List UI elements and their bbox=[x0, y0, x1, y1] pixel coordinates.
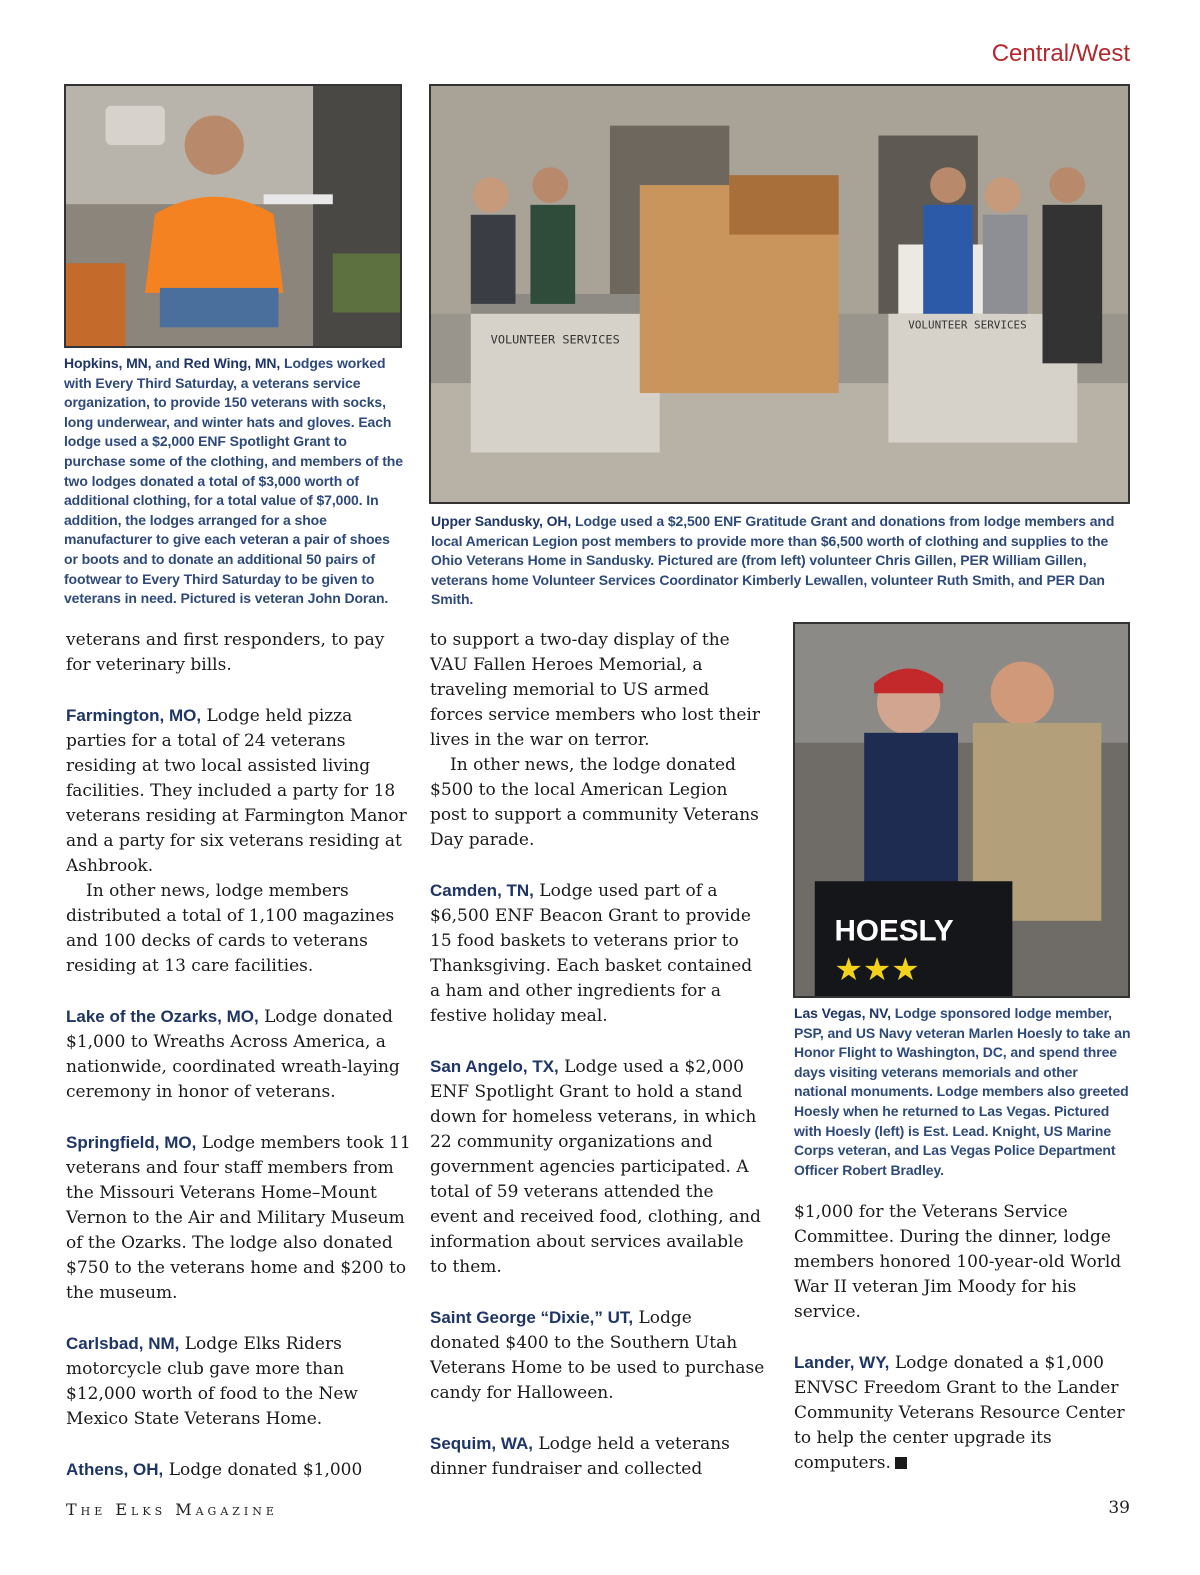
item-sequim bbox=[430, 1431, 765, 1482]
item-san-angelo bbox=[430, 1054, 765, 1280]
item-springfield-text: Lodge members took 11 veterans and four staff members from the Missouri Veterans Home–Mount Vernon to the Air and Military Museum of the Ozarks. The lodge also donated $750 to the veterans home and $200 to the museum. bbox=[66, 1133, 411, 1303]
item-stgeorge-text: Lodge donated $400 to the Southern Utah Veterans Home to be used to purchase candy for Halloween. bbox=[430, 1308, 765, 1403]
item-carlsbad bbox=[66, 1331, 411, 1432]
caption-lasvegas-lead: Las Vegas, NV, bbox=[794, 1005, 891, 1021]
col1-paragraph: veterans and first responders, to pay for veterinary bills. bbox=[66, 630, 385, 675]
column-2 bbox=[430, 628, 765, 1482]
svg-text:★★★: ★★★ bbox=[834, 952, 920, 989]
caption-lasvegas-text: Lodge sponsored lodge member, PSP, and US Navy veteran Marlen Hoesly to take an Honor Flight to Washington, DC, and spend three days visiting veterans memorials and other national monuments. Lodge members also greeted Hoesly when he returned to Las Vegas. Pictured with Hoesly (left) is Est. Lead. Knight, US Marine Corps veteran, and Las Vegas Police Department Officer Robert Bradley. bbox=[794, 1005, 1131, 1178]
column-1 bbox=[66, 628, 411, 1483]
cart-label-right: VOLUNTEER SERVICES bbox=[908, 318, 1027, 332]
col2-paragraph-2: In other news, the lodge donated $500 to the local American Legion post to support a community Veterans Day parade. bbox=[430, 755, 759, 850]
caption-sandusky-text: Lodge used a $2,500 ENF Gratitude Grant and donations from lodge members and local American Legion post members to provide more than $6,500 worth of clothing and supplies to the Ohio Veterans Home in Sandusky. Pictured are (from left) volunteer Chris Gillen, PER William Gillen, veterans home Volunteer Services Coordinator Kimberly Lewallen, volunteer Ruth Smith, and PER Dan Smith. bbox=[431, 513, 1115, 608]
col3-paragraph: $1,000 for the Veterans Service Committee. During the dinner, lodge members honored 100-year-old World War II veteran Jim Moody for his service. bbox=[794, 1202, 1122, 1322]
caption-sandusky-lead: Upper Sandusky, OH, bbox=[431, 513, 572, 529]
item-lander-lead: Lander, WY, bbox=[794, 1353, 890, 1372]
item-stgeorge-lead: Saint George “Dixie,” UT, bbox=[430, 1308, 634, 1327]
item-springfield-lead: Springfield, MO, bbox=[66, 1133, 197, 1152]
cart-label-left: VOLUNTEER SERVICES bbox=[490, 332, 620, 347]
item-sequim-text: Lodge held a veterans dinner fundraiser and collected bbox=[430, 1434, 730, 1479]
item-athens-text: Lodge donated $1,000 bbox=[163, 1460, 363, 1480]
photo-upper-sandusky bbox=[429, 84, 1130, 504]
item-carlsbad-text: Lodge Elks Riders motorcycle club gave more than $12,000 worth of food to the New Mexico State Veterans Home. bbox=[66, 1334, 358, 1429]
column-3 bbox=[794, 1200, 1134, 1476]
bag-name: HOESLY bbox=[834, 914, 954, 948]
caption-las-vegas bbox=[794, 1004, 1131, 1180]
item-ozarks-text: Lodge donated $1,000 to Wreaths Across America, a nationwide, coordinated wreath-laying ceremony in honor of veterans. bbox=[66, 1007, 400, 1102]
item-ozarks bbox=[66, 1004, 411, 1105]
item-ozarks-lead: Lake of the Ozarks, MO, bbox=[66, 1007, 259, 1026]
item-camden bbox=[430, 878, 765, 1029]
end-mark-icon bbox=[895, 1457, 907, 1469]
section-label: Central/West bbox=[991, 40, 1130, 67]
caption-hopkins-text: Lodges worked with Every Third Saturday, a veterans service organization, to provide 150 veterans with socks, long underwear, and winter hats and gloves. Each lodge used a $2,000 ENF Spotlight Grant to purchase some of the clothing, and members of the two lodges donated a total of $3,000 worth of additional clothing, for a total value of $7,000. In addition, the lodges arranged for a shoe manufacturer to give each veteran a pair of shoes or boots and to donate an additional 50 pairs of footwear to Every Third Saturday to be given to veterans in need. Pictured is veteran John Doran. bbox=[64, 355, 403, 607]
col2-paragraph: to support a two-day display of the VAU Fallen Heroes Memorial, a traveling memorial to US armed forces service members who lost their lives in the war on terror. bbox=[430, 630, 760, 750]
item-sequim-lead: Sequim, WA, bbox=[430, 1434, 533, 1453]
item-springfield bbox=[66, 1130, 411, 1306]
caption-hopkins bbox=[64, 354, 404, 609]
caption-hopkins-lead-b: Red Wing, MN, bbox=[183, 355, 281, 371]
item-saint-george bbox=[430, 1305, 765, 1406]
item-sanangelo-text: Lodge used a $2,000 ENF Spotlight Grant to hold a stand down for homeless veterans, in which 22 community organizations and government agencies participated. A total of 59 veterans attended the event and received food, clothing, and information about services available to them. bbox=[430, 1057, 761, 1277]
item-carlsbad-lead: Carlsbad, NM, bbox=[66, 1334, 180, 1353]
item-farmington bbox=[66, 703, 411, 879]
item-camden-lead: Camden, TN, bbox=[430, 881, 534, 900]
photo-las-vegas bbox=[793, 622, 1130, 998]
footer-magazine-name: The Elks Magazine bbox=[66, 1500, 278, 1519]
item-athens bbox=[66, 1457, 411, 1483]
item-farmington-p2: In other news, lodge members distributed a total of 1,100 magazines and 100 decks of cards to veterans residing at 13 care facilities. bbox=[66, 881, 395, 976]
item-camden-text: Lodge used part of a $6,500 ENF Beacon Grant to provide 15 food baskets to veterans prior to Thanksgiving. Each basket contained a ham and other ingredients for a festive holiday meal. bbox=[430, 881, 753, 1026]
page-number: 39 bbox=[1108, 1498, 1130, 1518]
caption-hopkins-lead-a: Hopkins, MN, bbox=[64, 355, 152, 371]
item-athens-lead: Athens, OH, bbox=[66, 1460, 164, 1479]
item-lander bbox=[794, 1350, 1134, 1476]
item-farmington-text: Lodge held pizza parties for a total of 24 veterans residing at two local assisted living facilities. They included a party for 18 veterans residing at Farmington Manor and a party for six veterans residing at Ashbrook. bbox=[66, 706, 407, 876]
photo-hopkins bbox=[64, 84, 402, 348]
item-farmington-lead: Farmington, MO, bbox=[66, 706, 202, 725]
item-sanangelo-lead: San Angelo, TX, bbox=[430, 1057, 559, 1076]
item-lander-text: Lodge donated a $1,000 ENVSC Freedom Grant to the Lander Community Veterans Resource Center to help the center upgrade its computers. bbox=[794, 1353, 1125, 1473]
caption-hopkins-and: and bbox=[151, 355, 184, 371]
caption-upper-sandusky bbox=[431, 512, 1131, 610]
